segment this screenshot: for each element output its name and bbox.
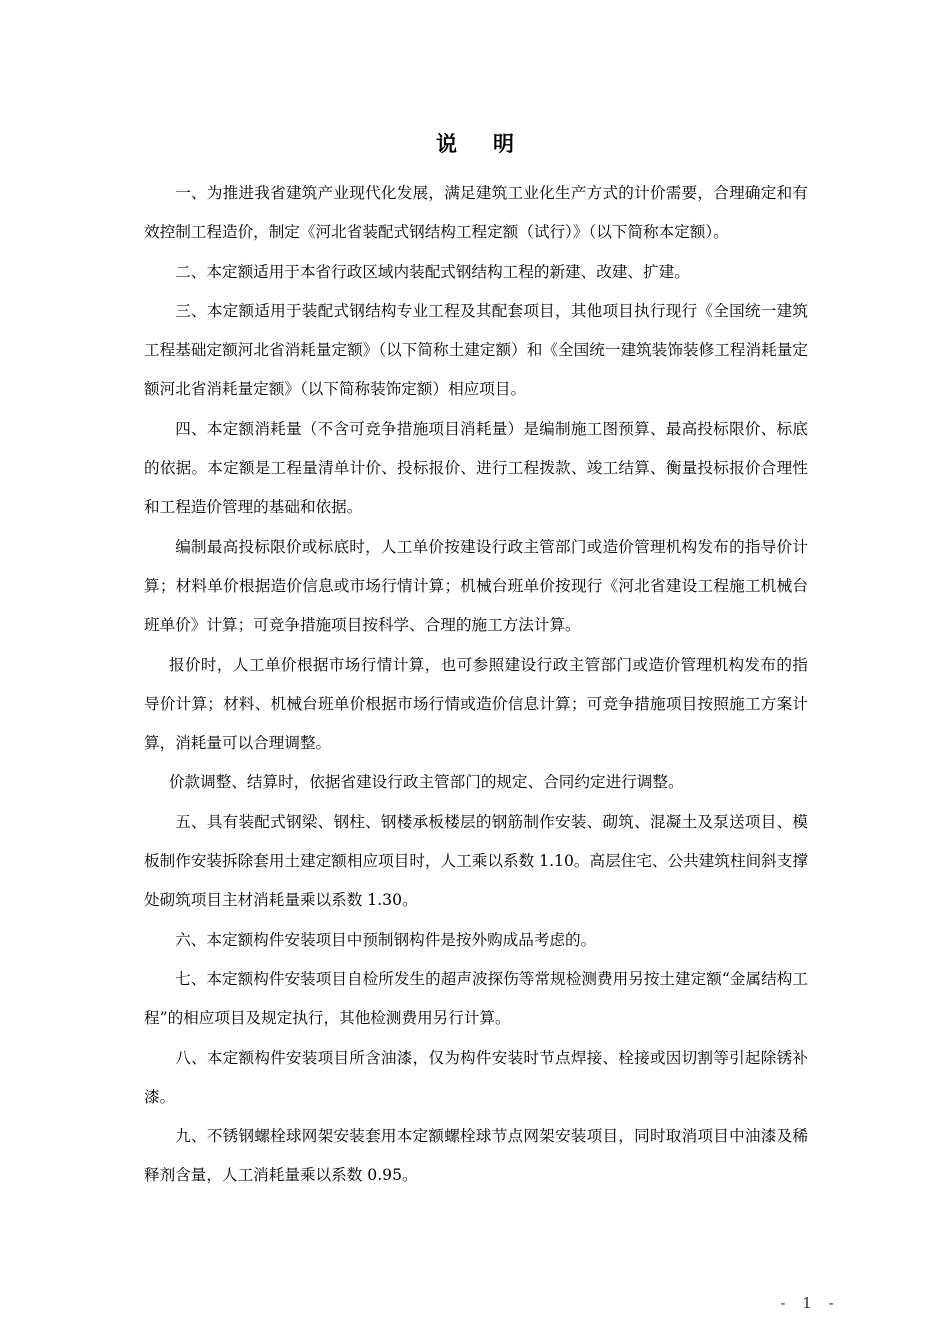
paragraph-12: 九、不锈钢螺栓球网架安装套用本定额螺栓球节点网架安装项目，同时取消项目中油漆及稀释剂含量，人工消耗量乘以系数 0.95。 <box>144 1127 808 1185</box>
page-title: 说明 <box>436 131 550 156</box>
paragraph-8: 五、具有装配式钢梁、钢柱、钢楼承板楼层的钢筋制作安装、砌筑、混凝土及泵送项目、模板制作安装拆除套用土建定额相应项目时，人工乘以系数 1.10。高层住宅、公共建筑柱间斜支撑处砌筑项目主材消耗量乘以系数 1.30。 <box>144 812 808 910</box>
paragraph-7: 价款调整、结算时，依据省建设行政主管部门的规定、合同约定进行调整。 <box>168 773 684 792</box>
paragraph-1: 一、为推进我省建筑产业现代化发展，满足建筑工业化生产方式的计价需要，合理确定和有效控制工程造价，制定《河北省装配式钢结构工程定额（试行）》（以下简称本定额）。 <box>144 184 808 242</box>
page-number: - 1 - <box>780 1294 840 1312</box>
paragraph-5: 编制最高投标限价或标底时，人工单价按建设行政主管部门或造价管理机构发布的指导价计算；材料单价根据造价信息或市场行情计算；机械台班单价按现行《河北省建设工程施工机械台班单价》计算；可竞争措施项目按科学、合理的施工方法计算。 <box>144 537 808 635</box>
paragraph-3: 三、本定额适用于装配式钢结构专业工程及其配套项目，其他项目执行现行《全国统一建筑工程基础定额河北省消耗量定额》（以下简称土建定额）和《全国统一建筑装饰装修工程消耗量定额河北省消耗量定额》（以下简称装饰定额）相应项目。 <box>144 301 808 399</box>
paragraph-2: 二、本定额适用于本省行政区域内装配式钢结构工程的新建、改建、扩建。 <box>175 262 690 281</box>
paragraph-4: 四、本定额消耗量（不含可竞争措施项目消耗量）是编制施工图预算、最高投标限价、标底的依据。本定额是工程量清单计价、投标报价、进行工程拨款、竣工结算、衡量投标报价合理性和工程造价管理的基础和依据。 <box>144 419 808 517</box>
paragraph-11: 八、本定额构件安装项目所含油漆，仅为构件安装时节点焊接、栓接或因切割等引起除锈补漆。 <box>144 1048 808 1106</box>
document-body <box>144 174 808 1196</box>
paragraph-6: 报价时，人工单价根据市场行情计算，也可参照建设行政主管部门或造价管理机构发布的指导价计算；材料、机械台班单价根据市场行情或造价信息计算；可竞争措施项目按照施工方案计算，消耗量可以合理调整。 <box>144 655 808 753</box>
paragraph-10: 七、本定额构件安装项目自检所发生的超声波探伤等常规检测费用另按土建定额“金属结构工程”的相应项目及规定执行，其他检测费用另行计算。 <box>144 969 808 1028</box>
paragraph-9: 六、本定额构件安装项目中预制钢构件是按外购成品考虑的。 <box>175 930 597 949</box>
